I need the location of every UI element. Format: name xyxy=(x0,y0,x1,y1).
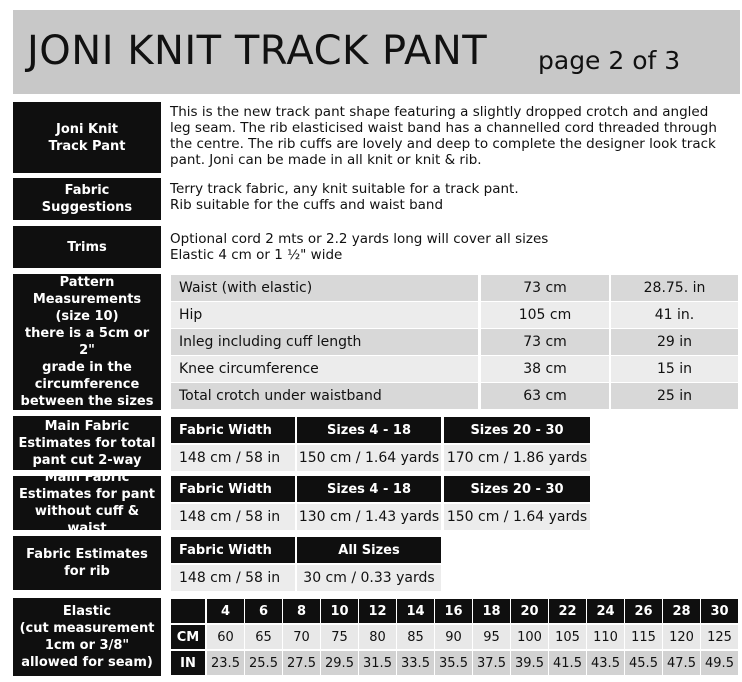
elastic-in-value: 27.5 xyxy=(283,651,320,675)
elastic-in-value: 45.5 xyxy=(625,651,662,675)
elastic-cm-value: 80 xyxy=(359,625,396,649)
measurement-in: 41 in. xyxy=(611,302,738,328)
estimate-value: 148 cm / 58 in xyxy=(171,445,295,471)
measurement-cm: 38 cm xyxy=(481,356,609,382)
estimate-value: 170 cm / 1.86 yards xyxy=(444,445,590,471)
elastic-cm-value: 110 xyxy=(587,625,624,649)
estimate-header: Fabric Width xyxy=(171,417,295,443)
elastic-cm-value: 60 xyxy=(207,625,244,649)
elastic-cm-value: 120 xyxy=(663,625,700,649)
trims-description: Optional cord 2 mts or 2.2 yards long will cover all sizes Elastic 4 cm or 1 ½" wide xyxy=(170,231,549,263)
measurement-name: Knee circumference xyxy=(171,356,478,382)
estimate-rib-label: Fabric Estimates for rib xyxy=(13,536,161,590)
estimate-value: 150 cm / 1.64 yards xyxy=(444,504,590,530)
elastic-in-value: 49.5 xyxy=(701,651,738,675)
estimate-header: Fabric Width xyxy=(171,476,295,502)
fabric-label: Fabric Suggestions xyxy=(13,178,161,220)
elastic-cm-value: 75 xyxy=(321,625,358,649)
estimate-value: 148 cm / 58 in xyxy=(171,504,295,530)
trims-label: Trims xyxy=(13,226,161,268)
elastic-size: 22 xyxy=(549,599,586,623)
elastic-size: 30 xyxy=(701,599,738,623)
page-title: JONI KNIT TRACK PANT xyxy=(27,28,488,74)
elastic-cm-value: 105 xyxy=(549,625,586,649)
elastic-in-value: 33.5 xyxy=(397,651,434,675)
elastic-in-value: 47.5 xyxy=(663,651,700,675)
elastic-corner xyxy=(171,599,205,623)
measurement-cm: 105 cm xyxy=(481,302,609,328)
measurement-cm: 73 cm xyxy=(481,275,609,301)
elastic-size: 18 xyxy=(473,599,510,623)
estimate-value: 130 cm / 1.43 yards xyxy=(297,504,441,530)
measurement-in: 25 in xyxy=(611,383,738,409)
estimate-header: Sizes 20 - 30 xyxy=(444,476,590,502)
intro-label: Joni Knit Track Pant xyxy=(13,102,161,173)
estimate-2way-label: Main Fabric Estimates for total pant cut 2-way xyxy=(13,416,161,470)
elastic-in-value: 31.5 xyxy=(359,651,396,675)
elastic-size: 6 xyxy=(245,599,282,623)
estimate-value: 148 cm / 58 in xyxy=(171,565,295,591)
elastic-cm-value: 115 xyxy=(625,625,662,649)
elastic-in-label: IN xyxy=(171,651,205,675)
elastic-size: 16 xyxy=(435,599,472,623)
elastic-cm-value: 125 xyxy=(701,625,738,649)
elastic-size: 8 xyxy=(283,599,320,623)
estimate-value: 150 cm / 1.64 yards xyxy=(297,445,441,471)
elastic-size: 14 xyxy=(397,599,434,623)
elastic-size: 26 xyxy=(625,599,662,623)
elastic-cm-value: 90 xyxy=(435,625,472,649)
estimate-value: 30 cm / 0.33 yards xyxy=(297,565,441,591)
elastic-label: Elastic (cut measurement 1cm or 3/8" allowed for seam) xyxy=(13,598,161,676)
measurement-cm: 73 cm xyxy=(481,329,609,355)
estimate-nocuff-label: Main Fabric Estimates for pant without cuff & waist xyxy=(13,476,161,530)
estimate-header: Fabric Width xyxy=(171,537,295,563)
elastic-in-value: 37.5 xyxy=(473,651,510,675)
elastic-cm-value: 70 xyxy=(283,625,320,649)
elastic-size: 4 xyxy=(207,599,244,623)
elastic-in-value: 25.5 xyxy=(245,651,282,675)
page-number: page 2 of 3 xyxy=(538,46,681,75)
elastic-in-value: 35.5 xyxy=(435,651,472,675)
elastic-in-value: 39.5 xyxy=(511,651,548,675)
measurement-name: Hip xyxy=(171,302,478,328)
measurement-in: 29 in xyxy=(611,329,738,355)
elastic-cm-value: 85 xyxy=(397,625,434,649)
measurement-name: Total crotch under waistband xyxy=(171,383,478,409)
elastic-in-value: 29.5 xyxy=(321,651,358,675)
intro-description: This is the new track pant shape featuring a slightly dropped crotch and angled leg seam. The rib elasticised waist band has a channelled cord threaded through the centre. The rib cuffs are lovely and deep to complete the designer look track pant. Joni can be made in all knit or knit & rib. xyxy=(170,104,717,168)
measurements-label: Pattern Measurements (size 10) there is a 5cm or 2" grade in the circumference between the sizes xyxy=(13,274,161,410)
elastic-in-value: 41.5 xyxy=(549,651,586,675)
measurement-in: 28.75. in xyxy=(611,275,738,301)
estimate-header: Sizes 4 - 18 xyxy=(297,417,441,443)
elastic-in-value: 43.5 xyxy=(587,651,624,675)
measurement-name: Inleg including cuff length xyxy=(171,329,478,355)
elastic-in-value: 23.5 xyxy=(207,651,244,675)
header-banner xyxy=(13,10,740,94)
measurement-in: 15 in xyxy=(611,356,738,382)
elastic-cm-label: CM xyxy=(171,625,205,649)
measurement-name: Waist (with elastic) xyxy=(171,275,478,301)
elastic-size: 24 xyxy=(587,599,624,623)
elastic-size: 12 xyxy=(359,599,396,623)
estimate-header: Sizes 4 - 18 xyxy=(297,476,441,502)
fabric-description: Terry track fabric, any knit suitable for a track pant. Rib suitable for the cuffs and waist band xyxy=(170,181,519,213)
elastic-size: 28 xyxy=(663,599,700,623)
elastic-size: 20 xyxy=(511,599,548,623)
measurement-cm: 63 cm xyxy=(481,383,609,409)
elastic-size: 10 xyxy=(321,599,358,623)
estimate-header: Sizes 20 - 30 xyxy=(444,417,590,443)
elastic-cm-value: 65 xyxy=(245,625,282,649)
elastic-cm-value: 95 xyxy=(473,625,510,649)
elastic-cm-value: 100 xyxy=(511,625,548,649)
estimate-header: All Sizes xyxy=(297,537,441,563)
